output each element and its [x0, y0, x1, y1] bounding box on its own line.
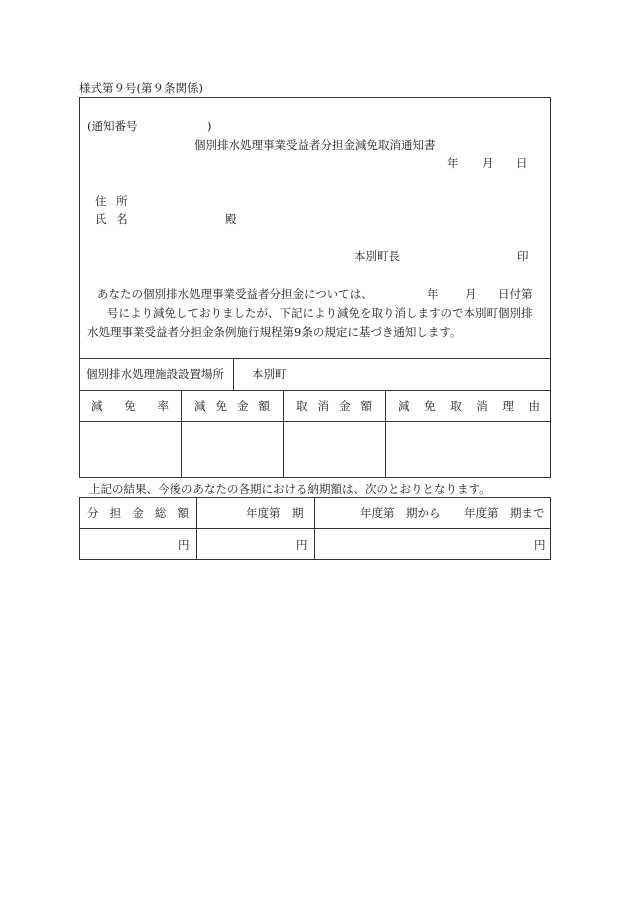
divider: [385, 390, 386, 478]
seal-mark: 印: [517, 249, 529, 263]
divider: [181, 390, 182, 478]
header-reduction-rate: 減 免 率: [91, 399, 169, 413]
divider: [79, 390, 551, 391]
divider: [314, 497, 315, 560]
header-range-from: 年度第 期から: [360, 506, 441, 520]
location-label: 個別排水処理施設設置場所: [86, 367, 224, 381]
result-text: 上記の結果、今後のあなたの各期における納期額は、次のとおりとなります。: [89, 482, 491, 496]
header-range-to: 年度第 期まで: [464, 506, 545, 520]
divider: [79, 421, 551, 422]
location-value: 本別町: [252, 367, 287, 381]
form-label: 様式第９号(第９条関係): [79, 81, 203, 95]
header-cancel-amount: 取 消 金 額: [296, 399, 372, 413]
body-line-1-year: 年: [427, 287, 439, 301]
body-line-2: 号により減免しておりましたが、下記により減免を取り消しますので本別町個別排: [107, 306, 533, 320]
honorific: 殿: [225, 212, 237, 226]
notice-number-open: (通知番号: [87, 119, 138, 133]
document-title: 個別排水処理事業受益者分担金減免取消通知書: [194, 138, 436, 152]
divider: [79, 528, 551, 529]
divider: [283, 390, 284, 478]
notice-number-close: ): [207, 119, 212, 133]
yen-unit-period: 円: [296, 538, 308, 552]
address-label: 住 所: [95, 194, 128, 208]
date-year: 年: [447, 156, 459, 170]
divider: [233, 358, 234, 390]
body-line-3: 水処理事業受益者分担金条例施行規程第9条の規定に基づき通知します。: [87, 325, 462, 339]
divider: [196, 497, 197, 560]
header-period: 年度第 期: [246, 506, 304, 520]
body-line-1-day: 日付第: [498, 287, 533, 301]
issuer: 本別町長: [354, 249, 400, 263]
body-line-1: あなたの個別排水処理事業受益者分担金については、: [97, 287, 373, 301]
name-label: 氏 名: [95, 212, 128, 226]
divider: [79, 358, 551, 359]
yen-unit-total: 円: [178, 538, 190, 552]
body-line-1-month: 月: [465, 287, 477, 301]
date-day: 日: [516, 156, 528, 170]
header-reduction-amount: 減 免 金 額: [194, 399, 270, 413]
header-cancel-reason: 減 免 取 消 理 由: [398, 399, 540, 413]
yen-unit-range: 円: [534, 538, 546, 552]
date-month: 月: [482, 156, 494, 170]
header-total-amount: 分 担 金 総 額: [87, 506, 189, 520]
